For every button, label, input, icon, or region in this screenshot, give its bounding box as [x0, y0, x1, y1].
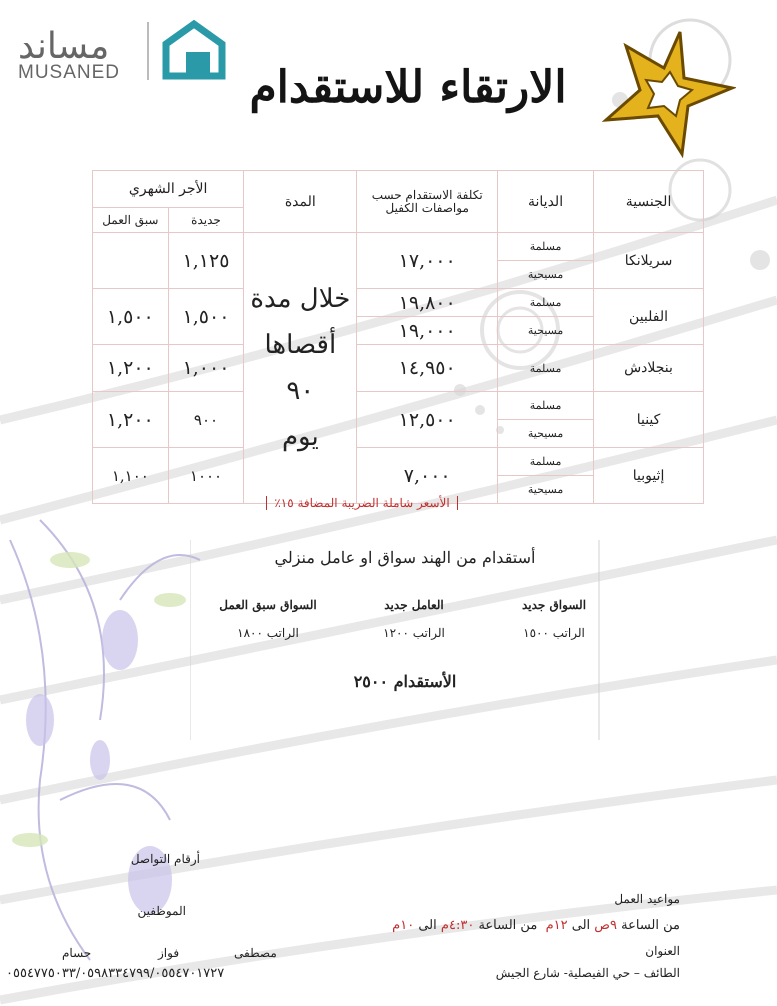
price-table	[92, 170, 704, 504]
worker-label: السواق سبق العمل	[219, 598, 317, 612]
cost-cell: ٧,٠٠٠	[357, 448, 498, 504]
logo-divider	[147, 22, 149, 80]
header-nationality: الجنسية	[594, 171, 704, 233]
musaned-house-icon	[160, 18, 228, 82]
cost-cell: ١٢,٥٠٠	[357, 392, 498, 448]
cost-cell: ١٩,٠٠٠	[357, 317, 498, 345]
working-hours-title: مواعيد العمل	[614, 892, 680, 906]
address-title: العنوان	[645, 944, 680, 958]
star-logo-icon	[596, 28, 736, 158]
hours-time: ٤:٣٠م	[440, 918, 475, 933]
duration-line: أقصاها	[264, 330, 337, 360]
religion-cell: مسيحية	[498, 317, 594, 345]
header-duration: المدة	[244, 171, 357, 233]
india-recruitment-total: الأستقدام ٢٥٠٠	[353, 672, 457, 691]
employee-name: فواز	[158, 946, 180, 960]
salary-new-cell: ٩٠٠	[168, 392, 244, 448]
hours-to-label: الى	[418, 918, 437, 933]
religion-cell: مسيحية	[498, 476, 594, 504]
employees-label: الموظفين	[137, 904, 186, 918]
salary-new-cell: ١,٥٠٠	[168, 289, 244, 345]
religion-cell: مسلمة	[498, 448, 594, 476]
phone-numbers: ٠٥٥٤٧٧٥٠٣٣/٠٥٩٨٣٣٤٧٩٩/٠٥٥٤٧٠١٧٢٧	[6, 966, 225, 981]
nationality-cell: إثيوبيا	[594, 448, 704, 504]
hours-time: ١٠م	[392, 918, 415, 933]
contacts-label: أرقام التواصل	[130, 852, 200, 866]
hours-from-label: من الساعة	[478, 918, 538, 933]
religion-cell: مسيحية	[498, 420, 594, 448]
salary-new-cell: ١٠٠٠	[168, 448, 244, 504]
salary-exp-cell: ١,١٠٠	[93, 448, 169, 504]
religion-cell: مسلمة	[498, 289, 594, 317]
header-salary-exp: سبق العمل	[93, 208, 169, 233]
employee-name: حسام	[62, 946, 92, 960]
tax-note: الأسعر شاملة الضريبة المضافة ١٥٪	[266, 496, 458, 510]
header-cost: تكلفة الاستقدام حسب مواصفات الكفيل	[357, 171, 498, 233]
logo-arabic-text: مساند	[18, 26, 110, 67]
religion-cell: مسلمة	[498, 233, 594, 261]
hours-to-label: الى	[571, 918, 591, 933]
religion-cell: مسلمة	[498, 392, 594, 420]
hours-time: ٩ص	[594, 918, 617, 933]
working-hours-line	[360, 918, 680, 933]
salary-exp-cell: ١,٢٠٠	[93, 345, 169, 392]
duration-line: يوم	[281, 422, 319, 452]
worker-salary: الراتب ١٨٠٠	[237, 626, 299, 640]
duration-line: ٩٠	[286, 376, 315, 406]
india-section-title: أستقدام من الهند سواق او عامل منزلي	[274, 548, 536, 567]
duration-line: خلال مدة	[250, 284, 351, 314]
worker-salary: الراتب ١٢٠٠	[383, 626, 445, 640]
worker-label: العامل جديد	[384, 598, 444, 612]
salary-new-cell: ١,١٢٥	[168, 233, 244, 289]
header-salary: الأجر الشهري	[93, 171, 244, 208]
india-section-frame	[190, 540, 600, 740]
duration-cell	[244, 233, 357, 504]
religion-cell: مسيحية	[498, 261, 594, 289]
worker-salary: الراتب ١٥٠٠	[523, 626, 585, 640]
hours-time: ١٢م	[545, 918, 568, 933]
cost-cell: ١٤,٩٥٠	[357, 345, 498, 392]
nationality-cell: سريلانكا	[594, 233, 704, 289]
page-title: الارتقاء للاستقدام	[249, 62, 567, 113]
header-religion: الديانة	[498, 171, 594, 233]
employee-name: مصطفى	[234, 946, 277, 960]
salary-exp-cell: ١,٥٠٠	[93, 289, 169, 345]
nationality-cell: بنجلادش	[594, 345, 704, 392]
cost-cell: ١٩,٨٠٠	[357, 289, 498, 317]
logo-english-text: MUSANED	[18, 62, 121, 83]
address-text: الطائف – حي الفيصلية- شارع الجيش	[495, 966, 680, 980]
hours-from-label: من الساعة	[621, 918, 680, 933]
religion-cell: مسلمة	[498, 345, 594, 392]
cost-cell: ١٧,٠٠٠	[357, 233, 498, 289]
nationality-cell: كينيا	[594, 392, 704, 448]
header-salary-new: جديدة	[168, 208, 244, 233]
salary-exp-cell: ١,٢٠٠	[93, 392, 169, 448]
salary-exp-cell	[93, 233, 169, 289]
worker-label: السواق جديد	[521, 598, 587, 612]
nationality-cell: الفلبين	[594, 289, 704, 345]
salary-new-cell: ١,٠٠٠	[168, 345, 244, 392]
